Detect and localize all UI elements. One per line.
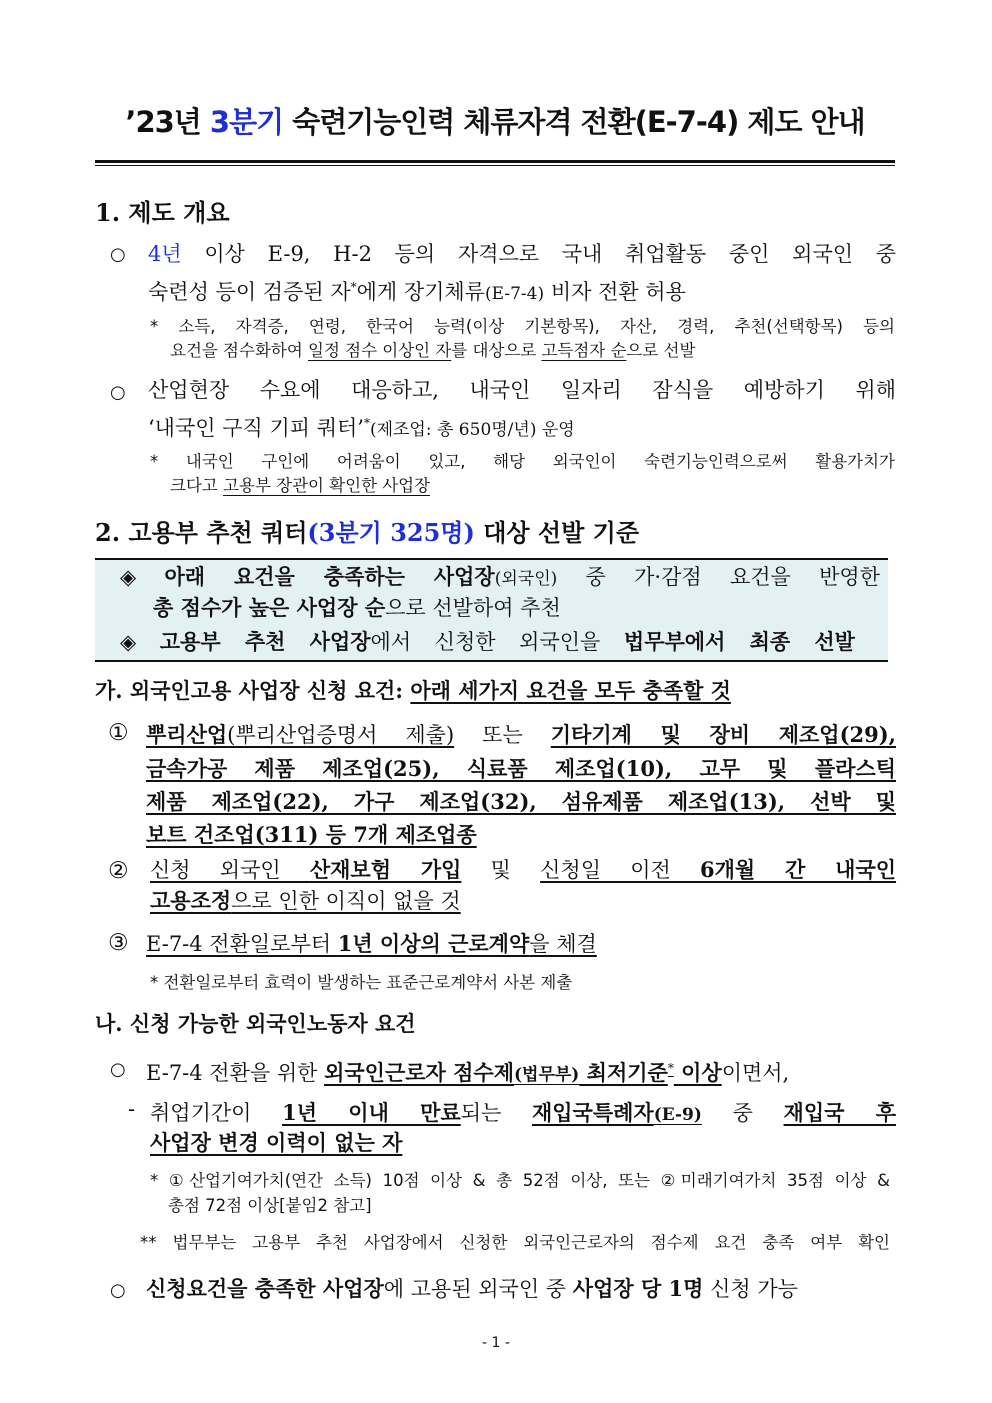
section1-heading: 1. 제도 개요 bbox=[95, 198, 230, 227]
s1-note2-line2: 크다고 고용부 장관이 확인한 사업장 bbox=[170, 476, 431, 495]
circle-bullet-icon: ○ bbox=[110, 244, 126, 265]
sA-item2-line2: 고용조정으로 인한 이직이 없을 것 bbox=[150, 888, 461, 913]
diamond-bullet-icon: ◈ bbox=[120, 565, 137, 589]
title-rule-thin bbox=[95, 165, 895, 166]
circle-bullet-icon: ○ bbox=[110, 382, 126, 403]
section2-heading: 2. 고용부 추천 쿼터(3분기 325명) 대상 선발 기준 bbox=[95, 518, 640, 547]
circle-bullet-icon: ○ bbox=[110, 1059, 126, 1080]
criteria-box bbox=[95, 558, 888, 662]
title-highlight: 3분기 bbox=[209, 105, 284, 139]
sB-item1: E-7-4 전환을 위한 외국인근로자 점수제(법무부) 최저기준* 이상이면서, bbox=[146, 1060, 790, 1085]
sectionB-heading: 나. 신청 가능한 외국인노동자 요건 bbox=[95, 1011, 416, 1036]
title-block bbox=[95, 100, 895, 141]
sA-item2-line1: 신청 외국인 산재보험 가입 및 신청일 이전 6개월 간 내국인 bbox=[150, 857, 897, 882]
box-line1: ◈ 아래 요건을 충족하는 사업장(외국인) 중 가·감점 요건을 반영한 bbox=[120, 564, 880, 589]
title-prefix: ’23년 bbox=[125, 105, 210, 139]
sectionA-heading: 가. 외국인고용 사업장 신청 요건: 아래 세가지 요건을 모두 충족할 것 bbox=[95, 678, 731, 703]
sB-note1-line2: 총점 72점 이상[붙임2 참고] bbox=[168, 1196, 372, 1215]
circled-two-icon: ② bbox=[108, 858, 129, 884]
sA-item1-line3: 제품 제조업(22), 가구 제조업(32), 섬유제품 제조업(13), 선박 및 bbox=[146, 789, 896, 814]
dash-bullet-icon: - bbox=[128, 1097, 136, 1121]
sB-note2: ** 법무부는 고용부 추천 사업장에서 신청한 외국인근로자의 점수제 요건 충족 여부 확인 bbox=[140, 1233, 890, 1252]
s1-note1-line1: * 소득, 자격증, 연령, 한국어 능력(이상 기본항목), 자산, 경력, 추천(선택항목) 등의 bbox=[150, 317, 895, 336]
sA-item1-line2: 금속가공 제품 제조업(25), 식료품 제조업(10), 고무 및 플라스틱 bbox=[146, 756, 896, 781]
page-title bbox=[95, 100, 895, 141]
diamond-bullet-icon: ◈ bbox=[120, 630, 137, 654]
box-line2: 총 점수가 높은 사업장 순으로 선발하여 추천 bbox=[153, 595, 561, 620]
sA-item1-line4: 보트 건조업(311) 등 7개 제조업종 bbox=[146, 822, 477, 847]
sB-dash-line1: 취업기간이 1년 이내 만료되는 재입국특례자(E-9) 중 재입국 후 bbox=[150, 1100, 896, 1125]
title-suffix: 숙련기능인력 체류자격 전환(E-7-4) 제도 안내 bbox=[283, 105, 865, 139]
sA-item1-line1: 뿌리산업(뿌리산업증명서 제출) 또는 기타기계 및 장비 제조업(29), bbox=[146, 722, 896, 747]
page-number: - 1 - bbox=[482, 1335, 510, 1351]
title-rule bbox=[95, 160, 895, 163]
s1-item1-line2: 숙련성 등이 검증된 자*에게 장기체류(E-7-4) 비자 전환 허용 bbox=[148, 280, 686, 304]
s1-item1-line1: 4년 이상 E-9, H-2 등의 자격으로 국내 취업활동 중인 외국인 중 bbox=[148, 242, 896, 266]
circled-one-icon: ① bbox=[108, 720, 129, 746]
s1-note2-line1: * 내국인 구인에 어려움이 있고, 해당 외국인이 숙련기능인력으로써 활용가치가 bbox=[150, 452, 895, 471]
sB-dash-line2: 사업장 변경 이력이 없는 자 bbox=[150, 1130, 403, 1155]
box-line3: ◈ 고용부 추천 사업장에서 신청한 외국인을 법무부에서 최종 선발 bbox=[120, 629, 855, 654]
s1-item2-line1: 산업현장 수요에 대응하고, 내국인 일자리 잠식을 예방하기 위해 bbox=[148, 378, 896, 402]
sA-item3: E-7-4 전환일로부터 1년 이상의 근로계약을 체결 bbox=[146, 931, 597, 956]
circled-three-icon: ③ bbox=[108, 930, 129, 956]
s1-note1-line2: 요건을 점수화하여 일정 점수 이상인 자를 대상으로 고득점자 순으로 선발 bbox=[170, 341, 696, 360]
s1-item2-line2: ‘내국인 구직 기피 쿼터’*(제조업: 총 650명/년) 운영 bbox=[148, 416, 575, 440]
circle-bullet-icon: ○ bbox=[110, 1280, 126, 1301]
sB-item2: 신청요건을 충족한 사업장에 고용된 외국인 중 사업장 당 1명 신청 가능 bbox=[146, 1276, 798, 1301]
sB-note1-line1: * ①산업기여가치(연간 소득) 10점 이상 & 총 52점 이상, 또는 ②미래기여가치 35점 이상 & bbox=[150, 1171, 890, 1190]
sA-note: * 전환일로부터 효력이 발생하는 표준근로계약서 사본 제출 bbox=[150, 973, 573, 992]
